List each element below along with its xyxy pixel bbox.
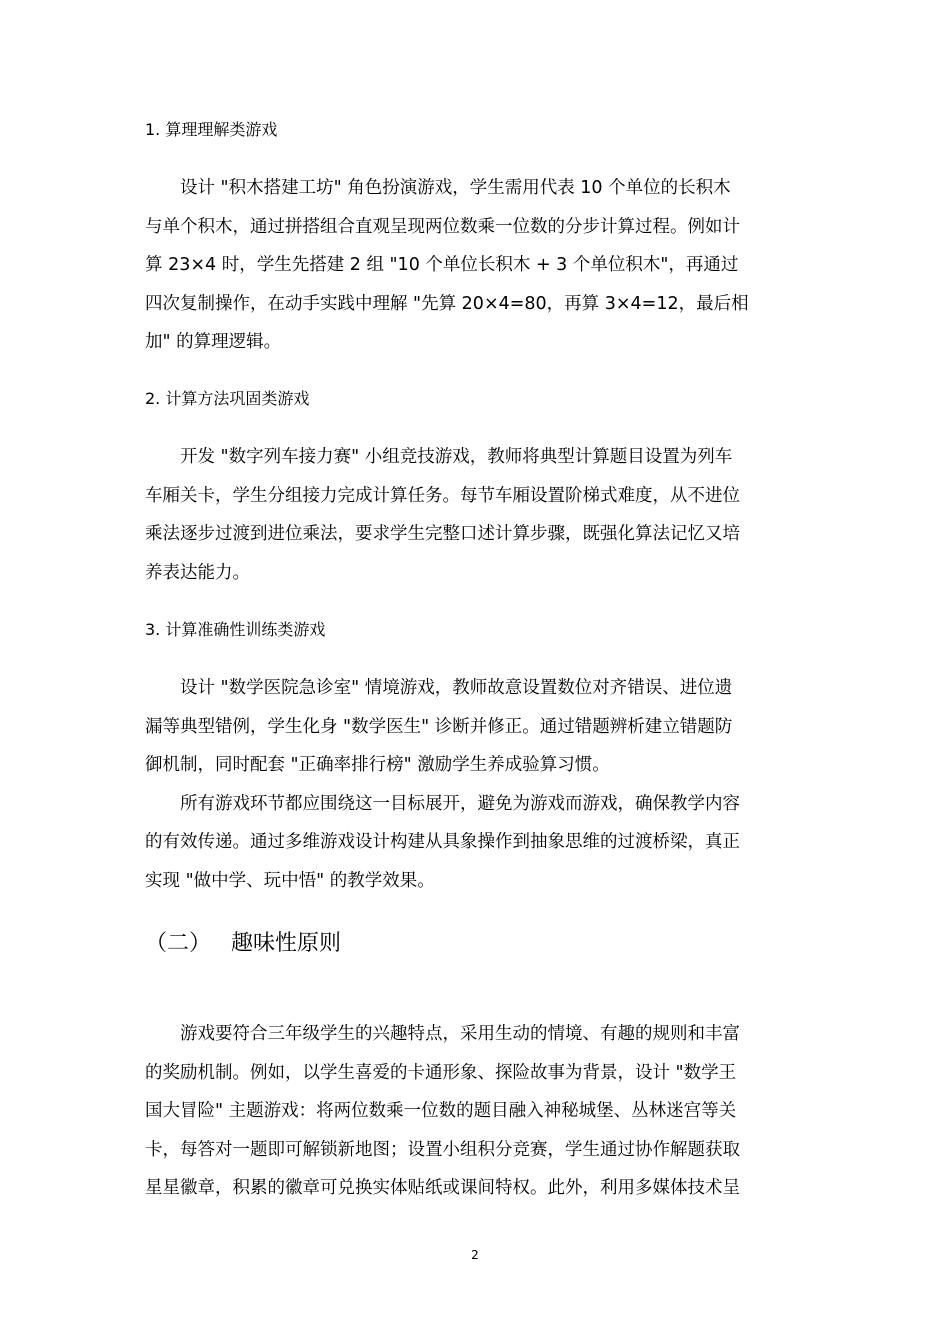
paragraph-line: 乘法逐步过渡到进位乘法，要求学生完整口述计算步骤，既强化算法记忆又培 xyxy=(145,524,740,544)
page-number: 2 xyxy=(471,1248,479,1262)
paragraph-line: 星星徽章，积累的徽章可兑换实体贴纸或课间特权。此外，利用多媒体技术呈 xyxy=(145,1178,740,1198)
paragraph-line: 所有游戏环节都应围绕这一目标展开，避免为游戏而游戏，确保教学内容 xyxy=(145,793,740,814)
section-heading-2: 2. 计算方法巩固类游戏 xyxy=(145,389,310,408)
section-heading-1: 1. 算理理解类游戏 xyxy=(145,120,278,139)
paragraph-line: 加" 的算理逻辑。 xyxy=(145,332,282,352)
paragraph-line: 的奖励机制。例如，以学生喜爱的卡通形象、探险故事为背景，设计 "数学王 xyxy=(145,1062,737,1083)
paragraph-line: 车厢关卡，学生分组接力完成计算任务。每节车厢设置阶梯式难度，从不进位 xyxy=(145,485,740,506)
section-1-paragraph xyxy=(145,169,805,362)
paragraph-line: 国大冒险" 主题游戏：将两位数乘一位数的题目融入神秘城堡、丛林迷宫等关 xyxy=(145,1101,737,1121)
subsection-title: 趣味性原则 xyxy=(231,931,342,956)
section-2-paragraph xyxy=(145,438,805,592)
paragraph-line: 设计 "数学医院急诊室" 情境游戏，教师故意设置数位对齐错误、进位遗 xyxy=(145,678,733,698)
paragraph-line: 漏等典型错例，学生化身 "数学医生" 诊断并修正。通过错题辨析建立错题防 xyxy=(145,716,733,737)
paragraph-line: 开发 "数字列车接力赛" 小组竞技游戏，教师将典型计算题目设置为列车 xyxy=(145,447,733,467)
section-heading-3: 3. 计算准确性训练类游戏 xyxy=(145,620,326,639)
paragraph-line: 卡，每答对一题即可解锁新地图；设置小组积分竞赛，学生通过协作解题获取 xyxy=(145,1139,740,1160)
paragraph-line: 与单个积木，通过拼搭组合直观呈现两位数乘一位数的分步计算过程。例如计 xyxy=(145,216,740,237)
section-3-paragraph xyxy=(145,669,805,900)
paragraph-line: 的有效传递。通过多维游戏设计构建从具象操作到抽象思维的过渡桥梁，真正 xyxy=(145,832,740,852)
final-paragraph xyxy=(145,1015,805,1208)
paragraph-line: 算 23×4 时，学生先搭建 2 组 "10 个单位长积木 + 3 个单位积木"，再通过 xyxy=(145,255,739,275)
paragraph-line: 实现 "做中学、玩中悟" 的教学效果。 xyxy=(145,870,435,891)
paragraph-line: 游戏要符合三年级学生的兴趣特点，采用生动的情境、有趣的规则和丰富 xyxy=(145,1024,740,1044)
paragraph-line: 四次复制操作，在动手实践中理解 "先算 20×4=80，再算 3×4=12，最后相 xyxy=(145,293,749,314)
paragraph-line: 御机制，同时配套 "正确率排行榜" 激励学生养成验算习惯。 xyxy=(145,755,610,775)
subsection-heading xyxy=(145,928,341,960)
paragraph-line: 设计 "积木搭建工坊" 角色扮演游戏，学生需用代表 10 个单位的长积木 xyxy=(145,178,731,198)
paragraph-line: 养表达能力。 xyxy=(145,562,250,583)
subsection-number: （二） xyxy=(145,931,212,956)
